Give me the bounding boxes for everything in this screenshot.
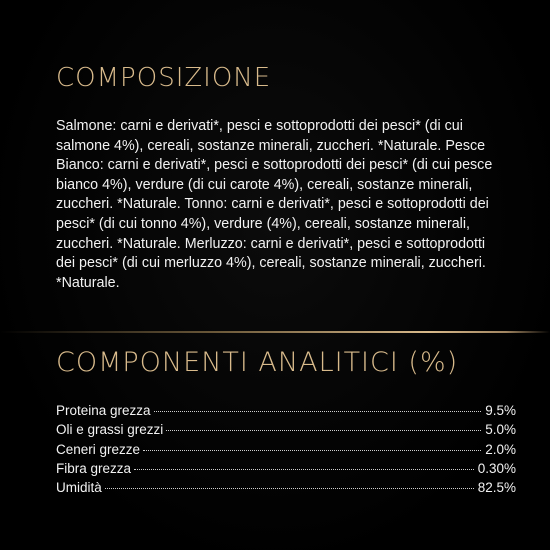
row-value: 2.0% — [485, 441, 516, 457]
dot-leader — [166, 430, 481, 431]
analytical-table — [56, 401, 516, 497]
table-row — [56, 420, 516, 439]
table-row — [56, 401, 516, 420]
dot-leader — [134, 469, 474, 470]
row-value: 82.5% — [477, 480, 516, 496]
dot-leader — [154, 411, 482, 412]
row-label: Proteina grezza — [56, 403, 151, 418]
composition-text: Salmone: carni e derivati*, pesci e sottoprodotti dei pesci* (di cui salmone 4%), cereali, sostanze minerali, zuccheri. *Naturale. Pesce Bianco: carni e derivati*, pesci e sottoprodotti dei pesci* (di cui pesce bianco 4%), verdure (di cui carote 4%), cereali, sostanze minerali, zuccheri. *Naturale. Tonno: carni e derivati*, pesci e sottoprodotti dei pesci* (di cui tonno 4%), verdure (4%), cereali, sostanze minerali, zuccheri. *Naturale. Merluzzo: carni e derivati*, pesci e sottoprodotti dei pesci* (di cui merluzzo 4%), cereali, sostanze minerali, zuccheri. *Naturale. — [56, 118, 493, 291]
analytical-components-title: COMPONENTI ANALITICI (%) — [56, 347, 459, 378]
row-value: 0.30% — [477, 460, 516, 476]
row-value: 5.0% — [485, 422, 516, 438]
row-value: 9.5% — [485, 403, 516, 418]
table-row — [56, 459, 516, 478]
dot-leader — [105, 488, 474, 489]
dot-leader — [143, 450, 481, 451]
row-label: Fibra grezza — [56, 460, 132, 476]
row-label: Umidità — [56, 480, 102, 496]
composition-title: COMPOSIZIONE — [56, 63, 272, 93]
row-label: Oli e grassi grezzi — [56, 422, 164, 438]
row-label: Ceneri grezze — [56, 441, 141, 457]
table-row — [56, 440, 516, 459]
gold-divider — [0, 331, 550, 333]
table-row — [56, 478, 516, 497]
